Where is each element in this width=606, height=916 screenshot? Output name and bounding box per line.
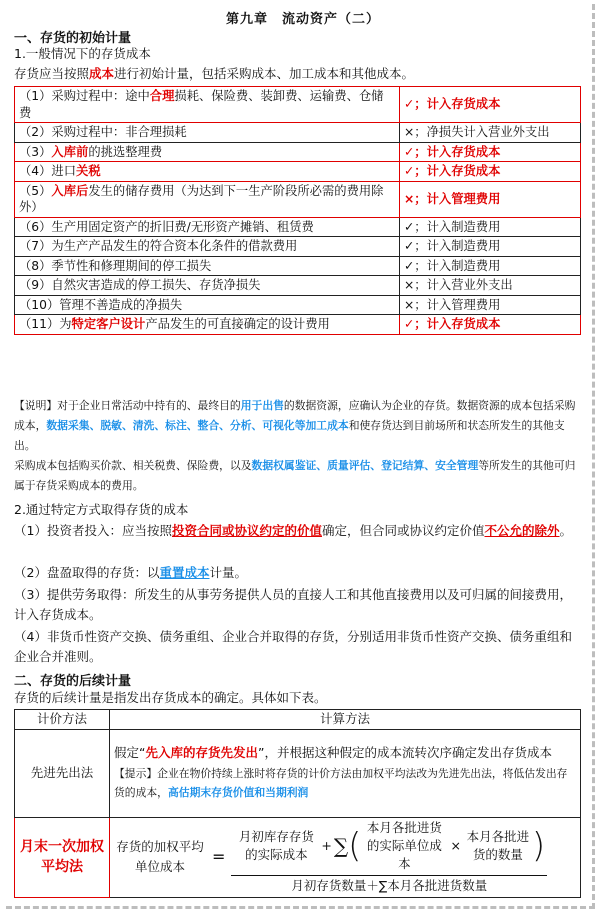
item-inventory-surplus: （2）盘盈取得的存货：以重置成本计量。 bbox=[14, 565, 247, 580]
cost-treatment: ✓；计入存货成本 bbox=[400, 87, 581, 123]
cost-row bbox=[15, 217, 581, 237]
item-exchange: （4）非货币性资产交换、债务重组、企业合并取得的存货，分别适用非货币性资产交换、债务重组和企业合并准则。 bbox=[14, 629, 572, 664]
cost-row bbox=[15, 295, 581, 315]
cost-row bbox=[15, 276, 581, 296]
item-investor: （1）投资者投入：应当按照投资合同或协议约定的价值确定，但合同或协议约定价值不公允的除外。 bbox=[14, 523, 573, 538]
intro-line: 存货应当按照成本进行初始计量，包括采购成本、加工成本和其他成本。 bbox=[14, 66, 415, 81]
formula-num-c: 本月各批进货的数量 bbox=[466, 829, 530, 863]
cost-item: （5）入库后发生的储存费用（为达到下一生产阶段所必需的费用除外） bbox=[15, 181, 400, 217]
formula-equals: = bbox=[212, 846, 226, 866]
formula-num-b: 本月各批进货的实际单位成本 bbox=[366, 820, 442, 872]
fifo-desc: 假定“先入库的存货先发出”，并根据这种假定的成本流转次序确定发出存货成本 【提示】企业在物价持续上涨时将存货的计价方法由加权平均法改为先进先出法，将低估发出存货的成本，高估期末存货价值和当期利润 bbox=[110, 729, 581, 817]
cost-item: （11）为特定客户设计产品发生的可直接确定的设计费用 bbox=[15, 315, 400, 335]
note-purchase-cost: 采购成本包括购买价款、相关税费、保险费，以及数据权属鉴证、质量评估、登记结算、安全管理等所发生的其他可归属于存货采购成本的费用。 bbox=[14, 459, 576, 492]
cost-treatment: ×；计入管理费用 bbox=[400, 295, 581, 315]
formula-num-a: 月初库存存货的实际成本 bbox=[238, 829, 314, 863]
sub1-heading: 1.一般情况下的存货成本 bbox=[14, 46, 151, 61]
cost-item: （7）为生产产品发生的符合资本化条件的借款费用 bbox=[15, 237, 400, 257]
formula-times: × bbox=[450, 838, 461, 853]
weighted-average-formula bbox=[110, 817, 581, 897]
cost-row bbox=[15, 123, 581, 143]
col-method-header: 计价方法 bbox=[15, 710, 110, 730]
formula-close-paren: ) bbox=[531, 826, 546, 866]
cost-treatment: ✓；计入制造费用 bbox=[400, 237, 581, 257]
cost-item: （8）季节性和修理期间的停工损失 bbox=[15, 256, 400, 276]
cost-row bbox=[15, 256, 581, 276]
cost-row bbox=[15, 162, 581, 182]
cost-treatment: ×；净损失计入营业外支出 bbox=[400, 123, 581, 143]
fifo-name: 先进先出法 bbox=[15, 729, 110, 817]
cost-treatment: ×；计入管理费用 bbox=[400, 181, 581, 217]
valuation-table bbox=[14, 709, 581, 898]
cost-treatment: ×；计入营业外支出 bbox=[400, 276, 581, 296]
col-calc-header: 计算方法 bbox=[110, 710, 581, 730]
fifo-tip: 【提示】企业在物价持续上涨时将存货的计价方法由加权平均法改为先进先出法，将低估发出存货的成本，高估期末存货价值和当期利润 bbox=[114, 767, 568, 799]
cost-row bbox=[15, 142, 581, 162]
formula-den: 月初存货数量＋∑本月各批进货数量 bbox=[291, 878, 488, 894]
cost-row bbox=[15, 87, 581, 123]
formula-sigma: ∑ bbox=[333, 834, 349, 858]
cost-item: （1）采购过程中：途中合理损耗、保险费、装卸费、运输费、仓储费 bbox=[15, 87, 400, 123]
formula-fraction bbox=[231, 819, 547, 895]
cost-treatment: ✓；计入制造费用 bbox=[400, 217, 581, 237]
cost-treatment: ✓；计入存货成本 bbox=[400, 315, 581, 335]
formula-lhs: 存货的加权平均单位成本 bbox=[116, 839, 204, 874]
note-data-resources: 【说明】对于企业日常活动中持有的、最终目的用于出售的数据资源，应确认为企业的存货。数据资源的成本包括采购成本，数据采集、脱敏、清洗、标注、整合、分析、可视化等加工成本和使存货达到目前场所和状态所发生的其他支出。 bbox=[14, 399, 576, 452]
item-services: （3）提供劳务取得：所发生的从事劳务提供人员的直接人工和其他直接费用以及可归属的间接费用，计入存货成本。 bbox=[14, 587, 572, 622]
formula-plus: + bbox=[321, 838, 332, 853]
cost-item: （10）管理不善造成的净损失 bbox=[15, 295, 400, 315]
cost-row bbox=[15, 237, 581, 257]
cost-treatment: ✓；计入存货成本 bbox=[400, 142, 581, 162]
weighted-average-name: 月末一次加权平均法 bbox=[15, 817, 110, 897]
sub2-heading: 2.通过特定方式取得存货的成本 bbox=[14, 502, 189, 517]
chapter-title: 第九章 流动资产（二） bbox=[225, 12, 380, 27]
cost-item: （2）采购过程中：非合理损耗 bbox=[15, 123, 400, 143]
section1-heading: 一、存货的初始计量 bbox=[14, 31, 132, 46]
cost-treatment: ✓；计入存货成本 bbox=[400, 162, 581, 182]
cost-item: （9）自然灾害造成的停工损失、存货净损失 bbox=[15, 276, 400, 296]
cost-treatment: ✓；计入制造费用 bbox=[400, 256, 581, 276]
cost-row bbox=[15, 315, 581, 335]
cost-item: （6）生产用固定资产的折旧费/无形资产摊销、租赁费 bbox=[15, 217, 400, 237]
cost-table bbox=[14, 86, 581, 335]
cost-row bbox=[15, 181, 581, 217]
cost-item: （3）入库前的挑选整理费 bbox=[15, 142, 400, 162]
cost-item: （4）进口关税 bbox=[15, 162, 400, 182]
formula-open-paren: ( bbox=[348, 826, 362, 866]
section2-heading: 二、存货的后续计量 bbox=[14, 674, 132, 689]
section2-intro: 存货的后续计量是指发出存货成本的确定。具体如下表。 bbox=[14, 690, 327, 705]
